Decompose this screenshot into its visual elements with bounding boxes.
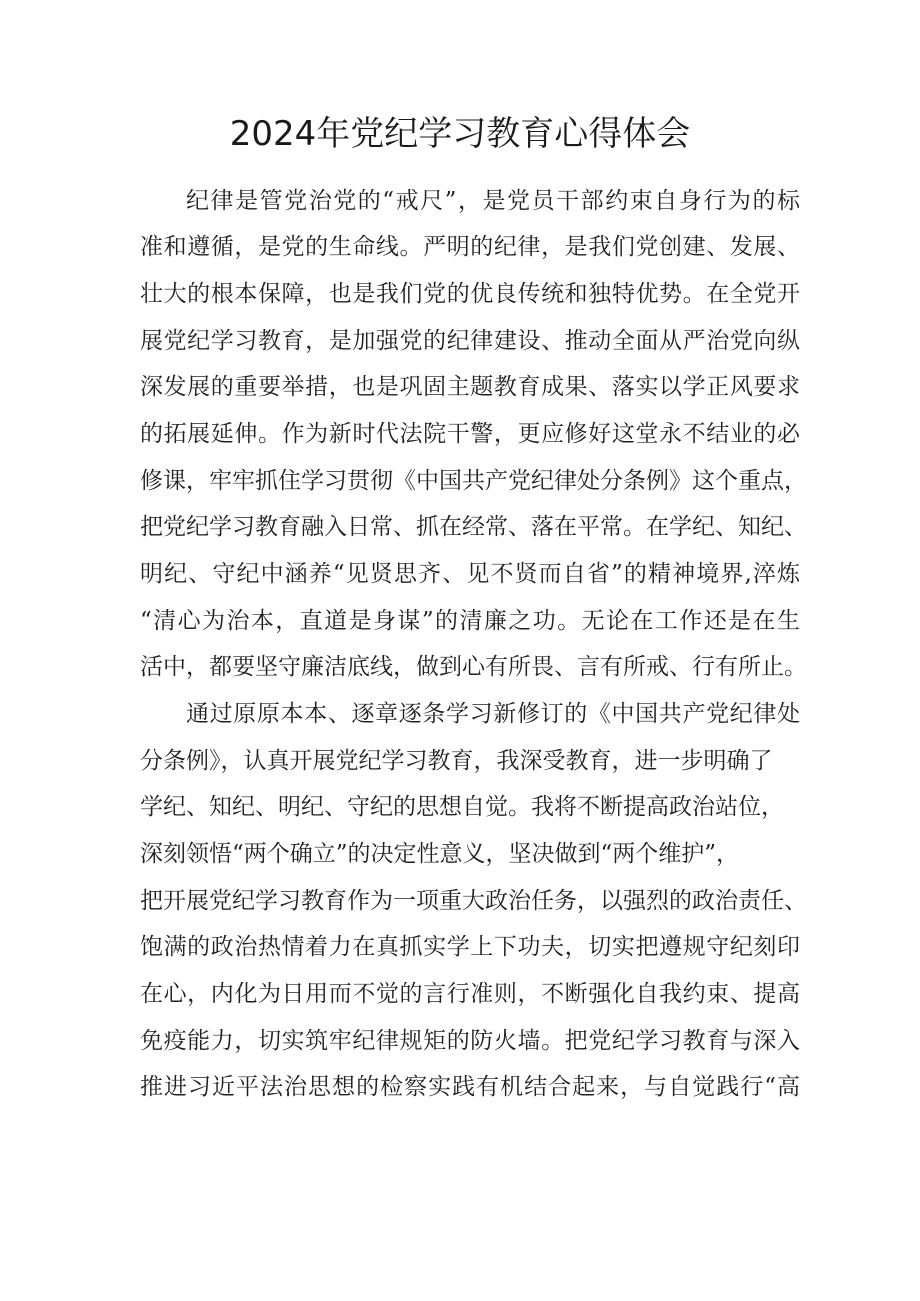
paragraph-line: 饱满的政治热情着力在真抓实学上下功夫，切实把遵规守纪刻印 (140, 934, 800, 960)
paragraph-line: 在心，内化为日用而不觉的言行准则，不断强化自我约束、提高 (140, 981, 800, 1007)
paragraph-line: 明纪、守纪中涵养“见贤思齐、见不贤而自省”的精神境界,淬炼 (140, 561, 800, 587)
document-title: 2024年党纪学习教育心得体会 (229, 114, 691, 154)
paragraph-line: 深刻领悟“两个确立”的决定性意义，坚决做到“两个维护”， (140, 841, 740, 867)
paragraph-line: 把开展党纪学习教育作为一项重大政治任务，以强烈的政治责任、 (140, 888, 807, 914)
paragraph-line: 免疫能力，切实筑牢纪律规矩的防火墙。把党纪学习教育与深入 (140, 1028, 800, 1054)
paragraph-line: 分条例》，认真开展党纪学习教育，我深受教育，进一步明确了 (140, 748, 773, 774)
paragraph-line: 展党纪学习教育，是加强党的纪律建设、推动全面从严治党向纵 (140, 328, 800, 354)
paragraph-line: 准和遵循，是党的生命线。严明的纪律，是我们党创建、发展、 (140, 234, 800, 260)
paragraph-line: 壮大的根本保障，也是我们党的优良传统和独特优势。在全党开 (140, 281, 800, 307)
paragraph-line: 的拓展延伸。作为新时代法院干警，更应修好这堂永不结业的必 (140, 421, 800, 447)
paragraph-line: “清心为治本，直道是身谋”的清廉之功。无论在工作还是在生 (140, 608, 800, 634)
paragraph-line: 深发展的重要举措，也是巩固主题教育成果、落实以学正风要求 (140, 374, 800, 400)
paragraph-line: 学纪、知纪、明纪、守纪的思想自觉。我将不断提高政治站位， (140, 794, 784, 820)
paragraph-line: 纪律是管党治党的“戒尺”，是党员干部约束自身行为的标 (186, 188, 800, 214)
paragraph-line: 把党纪学习教育融入日常、抓在经常、落在平常。在学纪、知纪、 (140, 514, 807, 540)
paragraph-line: 活中，都要坚守廉洁底线，做到心有所畏、言有所戒、行有所止。 (140, 654, 807, 680)
paragraph-line: 修课，牢牢抓住学习贯彻《中国共产党纪律处分条例》这个重点， (140, 468, 807, 494)
paragraph-line: 推进习近平法治思想的检察实践有机结合起来，与自觉践行“高 (140, 1074, 800, 1100)
paragraph-line: 通过原原本本、逐章逐条学习新修订的《中国共产党纪律处 (186, 701, 800, 727)
